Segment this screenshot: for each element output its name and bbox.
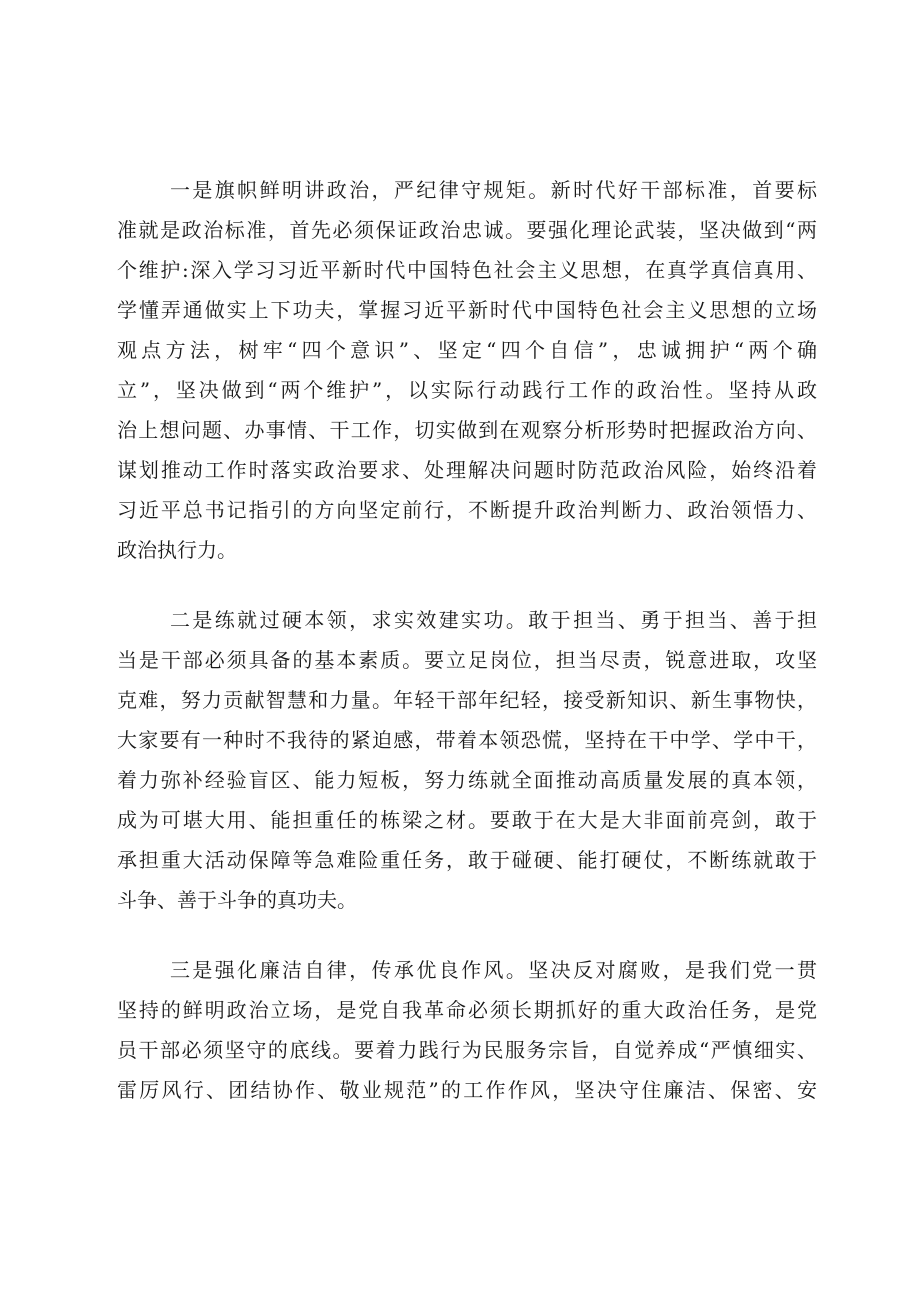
paragraph-line: 立”，坚决做到“两个维护”，以实际行动践行工作的政治性。坚持从政 xyxy=(117,378,817,402)
paragraph-line: 成为可堪大用、能担重任的栋梁之材。要敢于在大是大非面前亮剑，敢于 xyxy=(117,808,817,832)
paragraph-line: 二是练就过硬本领，求实效建实功。敢于担当、勇于担当、善于担 xyxy=(170,608,817,632)
paragraph-line: 三是强化廉洁自律，传承优良作风。坚决反对腐败，是我们党一贯 xyxy=(170,958,817,982)
paragraph-line: 当是干部必须具备的基本素质。要立足岗位，担当尽责，锐意进取，攻坚 xyxy=(117,648,817,672)
paragraph-line: 员干部必须坚守的底线。要着力践行为民服务宗旨，自觉养成“严慎细实、 xyxy=(117,1038,817,1062)
paragraph-line: 一是旗帜鲜明讲政治，严纪律守规矩。新时代好干部标准，首要标 xyxy=(170,178,817,202)
paragraph-line: 坚持的鲜明政治立场，是党自我革命必须长期抓好的重大政治任务，是党 xyxy=(117,998,817,1022)
paragraph-line: 克难，努力贡献智慧和力量。年轻干部年纪轻，接受新知识、新生事物快， xyxy=(117,688,817,712)
paragraph-line: 政治执行力。 xyxy=(117,538,237,562)
paragraph-line: 学懂弄通做实上下功夫，掌握习近平新时代中国特色社会主义思想的立场 xyxy=(117,298,817,322)
paragraph-political-discipline xyxy=(117,170,817,570)
paragraph-integrity xyxy=(117,950,817,1110)
paragraph-line: 观点方法，树牢“四个意识”、坚定“四个自信”，忠诚拥护“两个确 xyxy=(117,338,817,362)
paragraph-line: 谋划推动工作时落实政治要求、处理解决问题时防范政治风险，始终沿着 xyxy=(117,458,817,482)
paragraph-line: 治上想问题、办事情、干工作，切实做到在观察分析形势时把握政治方向、 xyxy=(117,418,817,442)
paragraph-line: 承担重大活动保障等急难险重任务，敢于碰硬、能打硬仗，不断练就敢于 xyxy=(117,848,817,872)
paragraph-line: 大家要有一种时不我待的紧迫感，带着本领恐慌，坚持在干中学、学中干， xyxy=(117,728,817,752)
paragraph-skills xyxy=(117,600,817,920)
paragraph-line: 个维护:深入学习习近平新时代中国特色社会主义思想，在真学真信真用、 xyxy=(117,258,817,282)
paragraph-line: 习近平总书记指引的方向坚定前行，不断提升政治判断力、政治领悟力、 xyxy=(117,498,817,522)
paragraph-line: 准就是政治标准，首先必须保证政治忠诚。要强化理论武装，坚决做到“两 xyxy=(117,218,817,242)
paragraph-line: 着力弥补经验盲区、能力短板，努力练就全面推动高质量发展的真本领， xyxy=(117,768,817,792)
paragraph-line: 斗争、善于斗争的真功夫。 xyxy=(117,888,357,912)
paragraph-line: 雷厉风行、团结协作、敬业规范”的工作作风，坚决守住廉洁、保密、安 xyxy=(117,1078,817,1102)
